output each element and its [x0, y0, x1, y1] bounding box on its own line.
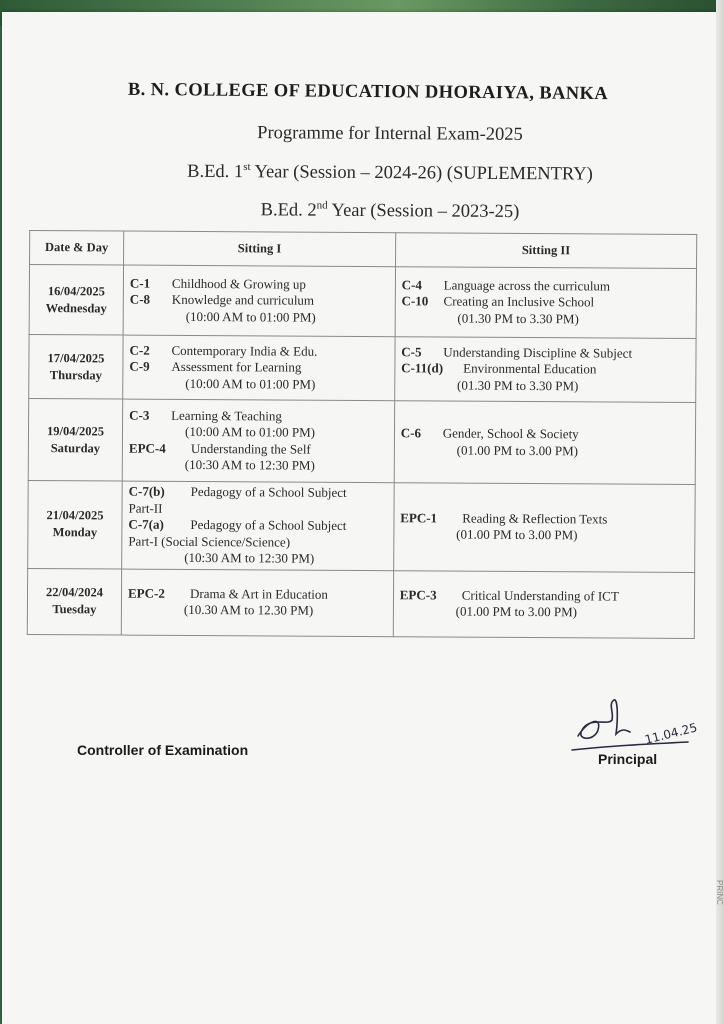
paper-title: (10:00 AM to 01:00 PM) — [184, 423, 316, 440]
paper-title: (10:00 AM to 01:00 PM) — [185, 375, 316, 392]
paper-code: C-5 — [401, 343, 422, 360]
principal-label: Principal — [598, 751, 658, 767]
paper-title: (01.00 PM to 3.00 PM) — [456, 526, 578, 543]
paper-line — [402, 277, 690, 295]
paper-title: Understanding Discipline & Subject — [443, 344, 633, 361]
paper-title: Learning & Teaching — [171, 407, 282, 424]
paper-line — [129, 375, 388, 393]
paper-title: (10:00 AM to 01:00 PM) — [185, 308, 316, 325]
paper-line — [128, 550, 387, 568]
paper-title: Creating an Inclusive School — [443, 293, 595, 310]
paper-line — [128, 602, 387, 620]
paper-code: EPC-3 — [399, 586, 437, 602]
year1-prefix: B.Ed. 1 — [187, 161, 244, 183]
sitting-2-cell — [393, 570, 695, 638]
sitting-1-cell — [122, 481, 394, 570]
edge-text: PRINC — [715, 880, 724, 905]
paper-code: C-8 — [129, 291, 151, 307]
paper-title: Pedagogy of a School Subject — [190, 516, 347, 533]
year1-ordinal: st — [243, 160, 251, 174]
paper-line — [401, 344, 689, 362]
date-day-cell — [28, 398, 123, 481]
paper-code: C-3 — [129, 407, 150, 423]
paper-title: Part-II — [128, 500, 163, 516]
year2-ordinal: nd — [316, 199, 328, 212]
paper-title: (10.30 AM to 12.30 PM) — [183, 601, 314, 618]
paper-title: Pedagogy of a School Subject — [190, 483, 347, 500]
paper-line — [401, 425, 689, 443]
table-body — [27, 264, 696, 638]
sitting-2-cell — [395, 267, 697, 339]
college-title: B. N. COLLEGE OF EDUCATION DHORAIYA, BANKA — [127, 79, 609, 105]
signature-date: 11.04.25 — [643, 720, 699, 747]
paper-line — [129, 457, 388, 475]
exam-date: 22/04/2024 — [46, 585, 104, 600]
paper-code: C-11(d) — [401, 360, 444, 376]
table-row — [28, 398, 695, 484]
controller-of-examination: Controller of Examination — [77, 742, 249, 758]
paper-line — [400, 526, 688, 544]
paper-title: (01.00 PM to 3.00 PM) — [456, 442, 579, 458]
sitting-1-cell — [123, 265, 395, 337]
exam-day: Monday — [52, 525, 98, 540]
sitting-2-cell — [394, 337, 696, 403]
paper-line — [129, 484, 388, 502]
adjacent-page-edge — [716, 0, 724, 1024]
date-day-cell — [29, 334, 123, 399]
paper-code: EPC-2 — [127, 585, 165, 601]
principal-signature — [568, 690, 724, 760]
paper-line — [400, 587, 688, 605]
paper-title: Critical Understanding of ICT — [461, 587, 619, 604]
sitting-1-cell — [121, 569, 393, 637]
paper-line — [400, 603, 688, 621]
paper-line — [128, 517, 387, 535]
year2-prefix: B.Ed. 2 — [260, 200, 317, 221]
paper-title: Knowledge and curriculum — [171, 292, 315, 308]
paper-line — [401, 377, 689, 395]
sitting-1-cell — [123, 335, 395, 401]
exam-date: 21/04/2025 — [46, 508, 104, 523]
paper-line — [129, 359, 388, 377]
sitting-2-cell — [394, 401, 696, 485]
date-day-cell — [29, 264, 123, 335]
sitting-2-cell — [393, 483, 695, 572]
table-row — [29, 264, 696, 338]
paper-title: Childhood & Growing up — [171, 275, 306, 292]
exam-day: Wednesday — [45, 300, 107, 315]
paper-code: C-7(a) — [128, 516, 164, 532]
paper-line — [129, 500, 388, 518]
header-sitting-2: Sitting II — [395, 233, 696, 269]
paper-line — [128, 533, 387, 551]
paper-title: Language across the curriculum — [443, 277, 611, 294]
paper-code: C-6 — [400, 425, 422, 441]
header-sitting-1: Sitting I — [124, 231, 396, 267]
paper-title: (01.00 PM to 3.00 PM) — [455, 603, 578, 620]
paper-line — [401, 442, 689, 460]
paper-line — [129, 342, 388, 360]
paper-title: (10:30 AM to 12:30 PM) — [184, 456, 315, 473]
paper-code: C-7(b) — [128, 483, 165, 499]
paper-title: Understanding the Self — [190, 440, 311, 457]
paper-title: Drama & Art in Education — [189, 585, 329, 602]
exam-day: Thursday — [49, 367, 102, 382]
paper-code: C-2 — [129, 342, 150, 358]
paper-title: Gender, School & Society — [442, 425, 579, 442]
paper-line — [129, 407, 388, 425]
paper-line — [130, 292, 389, 310]
paper-title: Part-I (Social Science/Science) — [128, 533, 291, 550]
header-date-day: Date & Day — [30, 230, 124, 265]
paper-code: C-1 — [129, 275, 151, 291]
paper-title: (10:30 AM to 12:30 PM) — [184, 549, 315, 566]
paper-title: Environmental Education — [463, 360, 597, 377]
paper-title: (01.30 PM to 3.30 PM) — [457, 310, 579, 327]
paper-line — [401, 310, 689, 328]
paper-code: EPC-4 — [128, 440, 166, 456]
paper-title: Contemporary India & Edu. — [171, 342, 318, 359]
paper-code: C-10 — [401, 293, 429, 309]
paper-line — [401, 360, 689, 378]
date-day-cell — [28, 480, 123, 568]
exam-schedule-table — [27, 230, 697, 639]
paper-title: (01.30 PM to 3.30 PM) — [457, 377, 579, 394]
paper-line — [130, 275, 389, 293]
table-row — [28, 480, 696, 572]
exam-date: 17/04/2025 — [47, 350, 105, 365]
paper-title: Reading & Reflection Texts — [462, 510, 608, 527]
paper-line — [402, 293, 690, 311]
exam-date: 19/04/2025 — [47, 423, 105, 438]
exam-title: Programme for Internal Exam-2025 — [257, 123, 523, 145]
paper-line — [130, 308, 389, 326]
paper-code: C-4 — [401, 276, 422, 293]
exam-date: 16/04/2025 — [47, 283, 105, 298]
paper-line — [128, 585, 387, 603]
date-day-cell — [27, 568, 121, 635]
sitting-1-cell — [122, 399, 394, 483]
year1-suffix: Year (Session – 2024-26) (SUPLEMENTRY) — [250, 162, 593, 185]
paper-title: Assessment for Learning — [171, 359, 302, 375]
table-row — [27, 568, 694, 638]
table-row — [29, 334, 696, 402]
paper-line — [400, 510, 688, 528]
table-header-row — [30, 230, 697, 268]
paper-line — [129, 440, 388, 458]
paper-code: EPC-1 — [400, 509, 438, 526]
exam-day: Saturday — [50, 440, 101, 455]
paper-line — [129, 424, 388, 442]
year2-suffix: Year (Session – 2023-25) — [327, 200, 520, 223]
paper-code: C-9 — [129, 358, 150, 374]
exam-day: Tuesday — [52, 602, 97, 617]
